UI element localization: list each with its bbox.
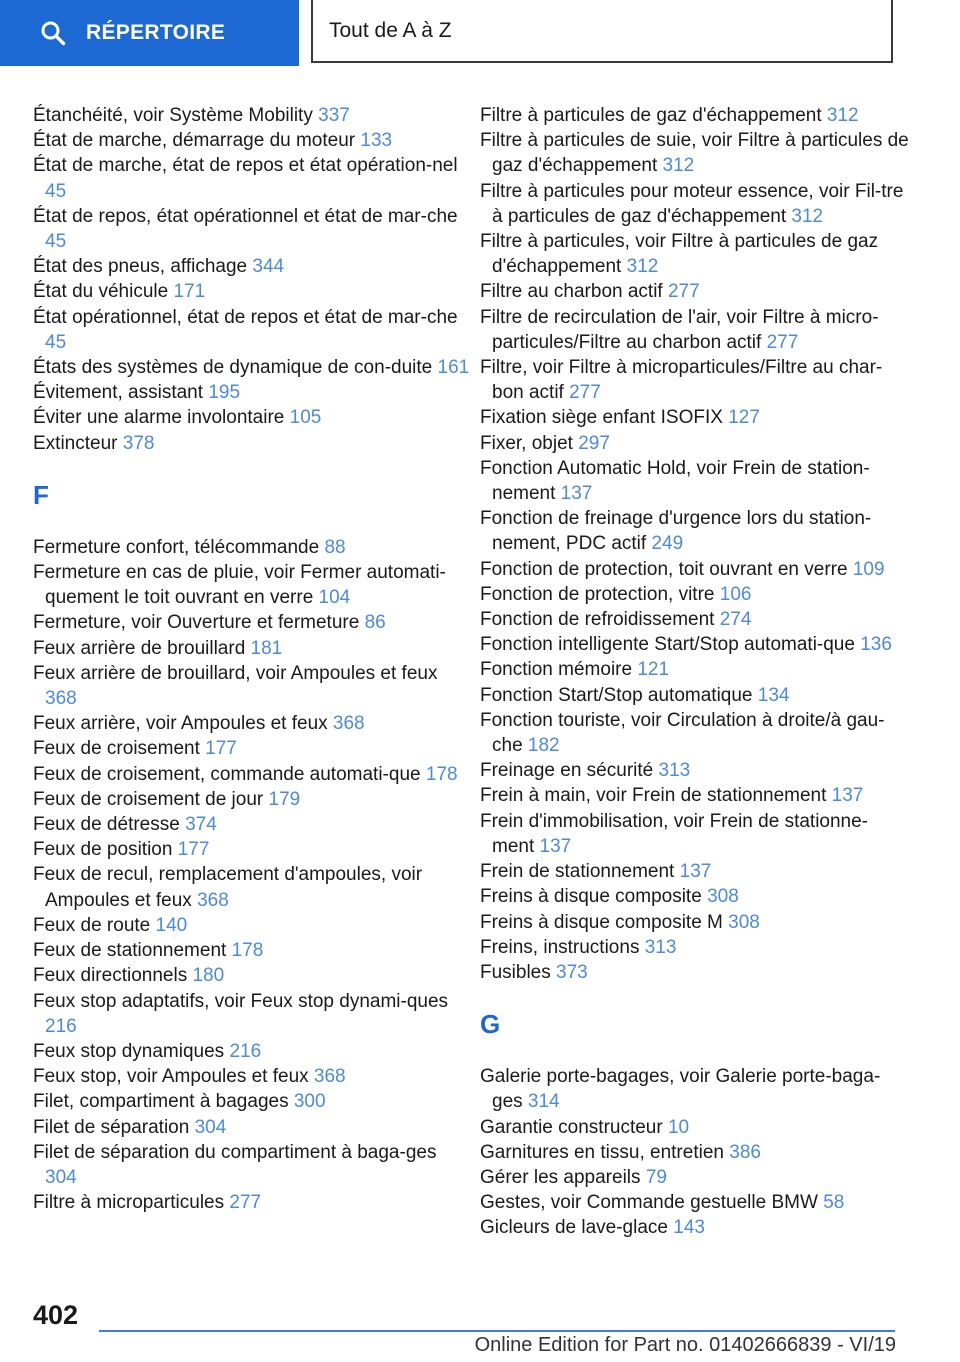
index-letter-heading: F (33, 479, 49, 510)
page-link[interactable]: 312 (662, 155, 695, 177)
index-entry (480, 708, 910, 758)
index-entry (33, 1190, 473, 1215)
index-entry (33, 405, 473, 430)
page-link[interactable]: 304 (194, 1116, 227, 1138)
index-entry-text: Filtre à microparticules (33, 1192, 225, 1214)
index-entry (33, 128, 473, 153)
page-link[interactable]: 300 (293, 1091, 326, 1113)
page-link[interactable]: 368 (332, 713, 365, 735)
index-entry (33, 305, 473, 355)
index-entry-text: Fonction Start/Stop automatique (480, 684, 753, 706)
index-entry-text: Feux de stationnement (33, 940, 227, 962)
index-entry (480, 456, 910, 506)
index-entry-text: Filet, compartiment à bagages (33, 1091, 289, 1113)
page-link[interactable]: 182 (527, 735, 560, 757)
index-entry (480, 884, 910, 909)
index-entry (480, 557, 910, 582)
page-link[interactable]: 137 (679, 861, 712, 883)
index-entry (33, 1115, 473, 1140)
page-link[interactable]: 181 (250, 637, 283, 659)
index-entry-text: Filtre à particules pour moteur essence, voir Fil‐tre à particules de gaz d'échappement (480, 180, 904, 227)
page-link[interactable]: 277 (569, 382, 601, 404)
page-link[interactable]: 249 (651, 533, 684, 555)
index-entry (480, 103, 910, 128)
index-entry-text: Fonction Automatic Hold, voir Frein de station‐nement (480, 457, 870, 505)
index-entry-text: Filtre à particules de gaz d'échappement (480, 105, 822, 126)
page-link[interactable]: 312 (826, 105, 859, 126)
index-entry-text: Feux de route (33, 914, 151, 936)
page-link[interactable]: 312 (791, 205, 824, 227)
index-entry (480, 783, 910, 808)
page-link[interactable]: 109 (852, 558, 885, 580)
index-entry-text: Frein d'immobilisation, voir Frein de stationne‐ment (480, 810, 869, 857)
index-entry (33, 636, 473, 661)
index-entry-text: Filtre à particules de suie, voir Filtre à particules de gaz d'échappement (480, 130, 909, 177)
index-entry-text: Gérer les appareils (480, 1166, 641, 1188)
index-entry (33, 103, 473, 128)
index-entry (33, 1039, 473, 1064)
index-entry (480, 809, 910, 859)
index-entry (480, 582, 910, 607)
page-link[interactable]: 140 (155, 914, 188, 936)
index-entry-text: Freins à disque composite (480, 886, 702, 908)
index-entry (480, 506, 910, 556)
index-entry-text: Filtre de recirculation de l'air, voir Filtre à micro‐particules/Filtre au charbon actif (480, 306, 879, 353)
index-entry-text: Feux stop, voir Ampoules et feux (33, 1066, 309, 1088)
index-entry (480, 1140, 910, 1165)
index-entry (33, 661, 473, 711)
page-link[interactable]: 277 (667, 281, 700, 303)
index-entry-text: Fermeture en cas de pluie, voir Fermer automati‐quement le toit ouvrant en verre (33, 562, 446, 609)
index-entry-text: Fonction intelligente Start/Stop automati‐que (480, 634, 855, 656)
index-entry-text: Fonction de protection, toit ouvrant en verre (480, 558, 848, 580)
index-entry-text: Fonction de refroidissement (480, 609, 715, 631)
page-link[interactable]: 104 (318, 587, 351, 609)
index-entry-text: Filet de séparation du compartiment à baga‐ges (33, 1141, 437, 1163)
index-entry-text: Feux de croisement (33, 738, 200, 760)
index-entry-text: Filet de séparation (33, 1116, 190, 1138)
index-entry-text: Galerie porte-bagages, voir Galerie porte-baga‐ges (480, 1066, 881, 1113)
index-entry-text: Feux de croisement, commande automati‐que (33, 763, 421, 785)
index-entry (33, 913, 473, 938)
index-entry-text: Feux de détresse (33, 814, 180, 836)
index-entry (480, 305, 910, 355)
index-column-left (33, 103, 473, 1215)
index-entry (480, 859, 910, 884)
index-entry-text: Filtre, voir Filtre à microparticules/Filtre au char‐bon actif (480, 357, 883, 404)
index-entry (33, 762, 473, 787)
index-entry-text: Feux stop dynamiques (33, 1040, 225, 1062)
index-entry-text: État de repos, état opérationnel et état de mar‐che (33, 205, 458, 227)
search-icon (40, 20, 66, 46)
index-entry-text: État de marche, état de repos et état opération‐nel (33, 155, 458, 177)
top-navigation (0, 0, 960, 66)
index-entry (33, 535, 473, 560)
index-entry-text: Feux stop adaptatifs, voir Feux stop dynami‐ques (33, 990, 449, 1012)
index-entry (33, 254, 473, 279)
index-entry (480, 405, 910, 430)
footer-divider (99, 1330, 895, 1332)
index-entry (480, 1064, 910, 1114)
index-entry (33, 736, 473, 761)
page-link[interactable]: 137 (539, 835, 572, 857)
index-entry (480, 355, 910, 405)
index-entry-text: Fermeture, voir Ouverture et fermeture (33, 612, 360, 634)
index-entry-text: État de marche, démarrage du moteur (33, 130, 356, 152)
index-entry-text: État du véhicule (33, 281, 169, 303)
index-entry-text: État opérationnel, état de repos et état de mar‐che (33, 306, 458, 328)
index-entry-text: Feux arrière de brouillard, voir Ampoules et feux (33, 662, 438, 684)
index-entry (33, 560, 473, 610)
index-entry (480, 279, 910, 304)
page-link[interactable]: 45 (45, 180, 67, 202)
index-entry (480, 960, 910, 985)
page-link[interactable]: 314 (527, 1091, 560, 1113)
index-entry-text: Feux de recul, remplacement d'ampoules, voir Ampoules et feux (33, 864, 423, 911)
index-entry (480, 683, 910, 708)
index-entry-text: Gicleurs de lave-glace (480, 1217, 668, 1239)
page-link[interactable]: 216 (45, 1015, 77, 1037)
index-entry-text: Fusibles (480, 961, 551, 983)
index-entry-text: Fonction de freinage d'urgence lors du station‐nement, PDC actif (480, 508, 872, 555)
index-entry-text: État des pneus, affichage (33, 256, 248, 278)
index-letter-heading: G (480, 1009, 501, 1040)
index-entry-text: Feux arrière, voir Ampoules et feux (33, 713, 328, 735)
index-entry-text: Étanchéité, voir Système Mobility (33, 105, 313, 126)
page-link[interactable]: 127 (728, 407, 760, 429)
index-entry (33, 1064, 473, 1089)
page-link[interactable]: 86 (364, 612, 386, 634)
index-entry (480, 1215, 910, 1240)
page-link[interactable]: 58 (823, 1192, 845, 1214)
index-entry-text: Fixer, objet (480, 432, 573, 454)
index-entry (33, 837, 473, 862)
page-link[interactable]: 137 (831, 785, 864, 807)
index-entry-text: Feux arrière de brouillard (33, 637, 246, 659)
index-entry (480, 657, 910, 682)
index-entry (33, 862, 473, 912)
page-link[interactable]: 161 (437, 357, 470, 379)
index-entry-text: Filtre à particules, voir Filtre à particules de gaz d'échappement (480, 231, 879, 278)
index-entry-text: Frein de stationnement (480, 861, 675, 883)
repertoire-label: RÉPERTOIRE (86, 21, 226, 44)
index-entry (480, 935, 910, 960)
index-column-right (480, 103, 910, 1241)
index-entry (33, 1089, 473, 1114)
index-entry-text: Filtre au charbon actif (480, 281, 663, 303)
index-entry (480, 229, 910, 279)
page-link[interactable]: 171 (173, 281, 206, 303)
page-link[interactable]: 134 (757, 684, 790, 706)
index-entry-text: États des systèmes de dynamique de con‐duite (33, 357, 433, 379)
index-entry-text: Fonction de protection, vitre (480, 583, 715, 605)
index-entry (33, 380, 473, 405)
index-entry-text: Fixation siège enfant ISOFIX (480, 407, 723, 429)
page-link[interactable]: 88 (324, 536, 346, 558)
index-entry (33, 711, 473, 736)
page-link[interactable]: 178 (231, 940, 264, 962)
page-link[interactable]: 277 (229, 1192, 262, 1214)
page-link[interactable]: 378 (122, 432, 155, 454)
page-link[interactable]: 368 (313, 1066, 346, 1088)
page-link[interactable]: 308 (728, 911, 760, 933)
page-link[interactable]: 373 (556, 961, 588, 983)
page-link[interactable]: 121 (637, 659, 670, 681)
page-link[interactable]: 45 (45, 331, 67, 353)
index-entry-text: Freins, instructions (480, 936, 640, 958)
index-entry (33, 812, 473, 837)
index-entry (480, 758, 910, 783)
page-link[interactable]: 105 (289, 407, 322, 429)
page-link[interactable]: 344 (252, 256, 285, 278)
tab-a-to-z[interactable] (311, 0, 893, 63)
index-entry-text: Gestes, voir Commande gestuelle BMW (480, 1192, 818, 1214)
page-link[interactable]: 178 (425, 763, 458, 785)
page-link[interactable]: 179 (268, 788, 301, 810)
index-entry-text: Freinage en sécurité (480, 760, 654, 782)
page-link[interactable]: 45 (45, 231, 67, 253)
index-entry (480, 179, 910, 229)
page-link[interactable]: 177 (205, 738, 237, 760)
page-link[interactable]: 368 (45, 688, 77, 710)
page-link[interactable]: 297 (578, 432, 610, 454)
page-link[interactable]: 10 (667, 1116, 690, 1138)
index-entry-text: Évitement, assistant (33, 382, 204, 404)
page-link[interactable]: 143 (673, 1217, 705, 1239)
index-entry (480, 607, 910, 632)
index-entry (480, 1190, 910, 1215)
index-entry-text: Éviter une alarme involontaire (33, 407, 285, 429)
index-entry (33, 355, 473, 380)
page-link[interactable]: 216 (229, 1040, 262, 1062)
index-entry (480, 1165, 910, 1190)
index-entry-text: Garantie constructeur (480, 1116, 663, 1138)
index-entry (33, 963, 473, 988)
page-link[interactable]: 313 (644, 936, 677, 958)
index-entry (33, 153, 473, 203)
page-link[interactable]: 312 (626, 256, 659, 278)
index-entry (480, 1115, 910, 1140)
edition-footer: Online Edition for Part no. 01402666839 - VI/19 (474, 1334, 896, 1356)
index-entry-text: Feux de croisement de jour (33, 788, 264, 810)
page-link[interactable]: 136 (860, 634, 892, 656)
index-entry (33, 787, 473, 812)
index-entry-text: Fonction touriste, voir Circulation à droite/à gau‐che (480, 709, 885, 757)
index-entry-text: Garnitures en tissu, entretien (480, 1141, 724, 1163)
page-link[interactable]: 137 (560, 483, 593, 505)
page-link[interactable]: 313 (658, 760, 691, 782)
page-link[interactable]: 368 (197, 889, 229, 911)
index-entry-text: Fermeture confort, télécommande (33, 536, 320, 558)
page-link[interactable]: 106 (719, 583, 752, 605)
page-link[interactable]: 277 (766, 331, 799, 353)
page-number: 402 (33, 1300, 79, 1330)
page-link[interactable]: 337 (318, 105, 350, 126)
page-link[interactable]: 180 (192, 965, 225, 987)
page-link[interactable]: 386 (729, 1141, 761, 1163)
index-entry (33, 279, 473, 304)
index-entry-text: Freins à disque composite M (480, 911, 723, 933)
index-entry (33, 204, 473, 254)
index-entry (33, 610, 473, 635)
index-entry-text: Feux directionnels (33, 965, 188, 987)
page-link[interactable]: 133 (360, 130, 393, 152)
index-entry-text: Extincteur (33, 432, 118, 454)
index-entry (33, 938, 473, 963)
page-link[interactable]: 177 (177, 839, 210, 861)
index-entry (33, 1140, 473, 1190)
index-entry (480, 910, 910, 935)
index-entry-text: Frein à main, voir Frein de stationnement (480, 785, 827, 807)
page-link[interactable]: 195 (208, 382, 241, 404)
index-entry-text: Feux de position (33, 839, 173, 861)
index-entry (480, 128, 910, 178)
page-link[interactable]: 304 (45, 1166, 77, 1188)
page-link[interactable]: 308 (707, 886, 739, 908)
page-link[interactable]: 79 (645, 1166, 667, 1188)
tab-a-to-z-label: Tout de A à Z (329, 18, 452, 42)
index-entry (480, 431, 910, 456)
index-entry (33, 989, 473, 1039)
page-link[interactable]: 374 (185, 814, 217, 836)
repertoire-button[interactable] (0, 0, 299, 66)
index-entry (480, 632, 910, 657)
index-entry (33, 431, 473, 456)
page-link[interactable]: 274 (719, 609, 752, 631)
index-entry-text: Fonction mémoire (480, 659, 633, 681)
